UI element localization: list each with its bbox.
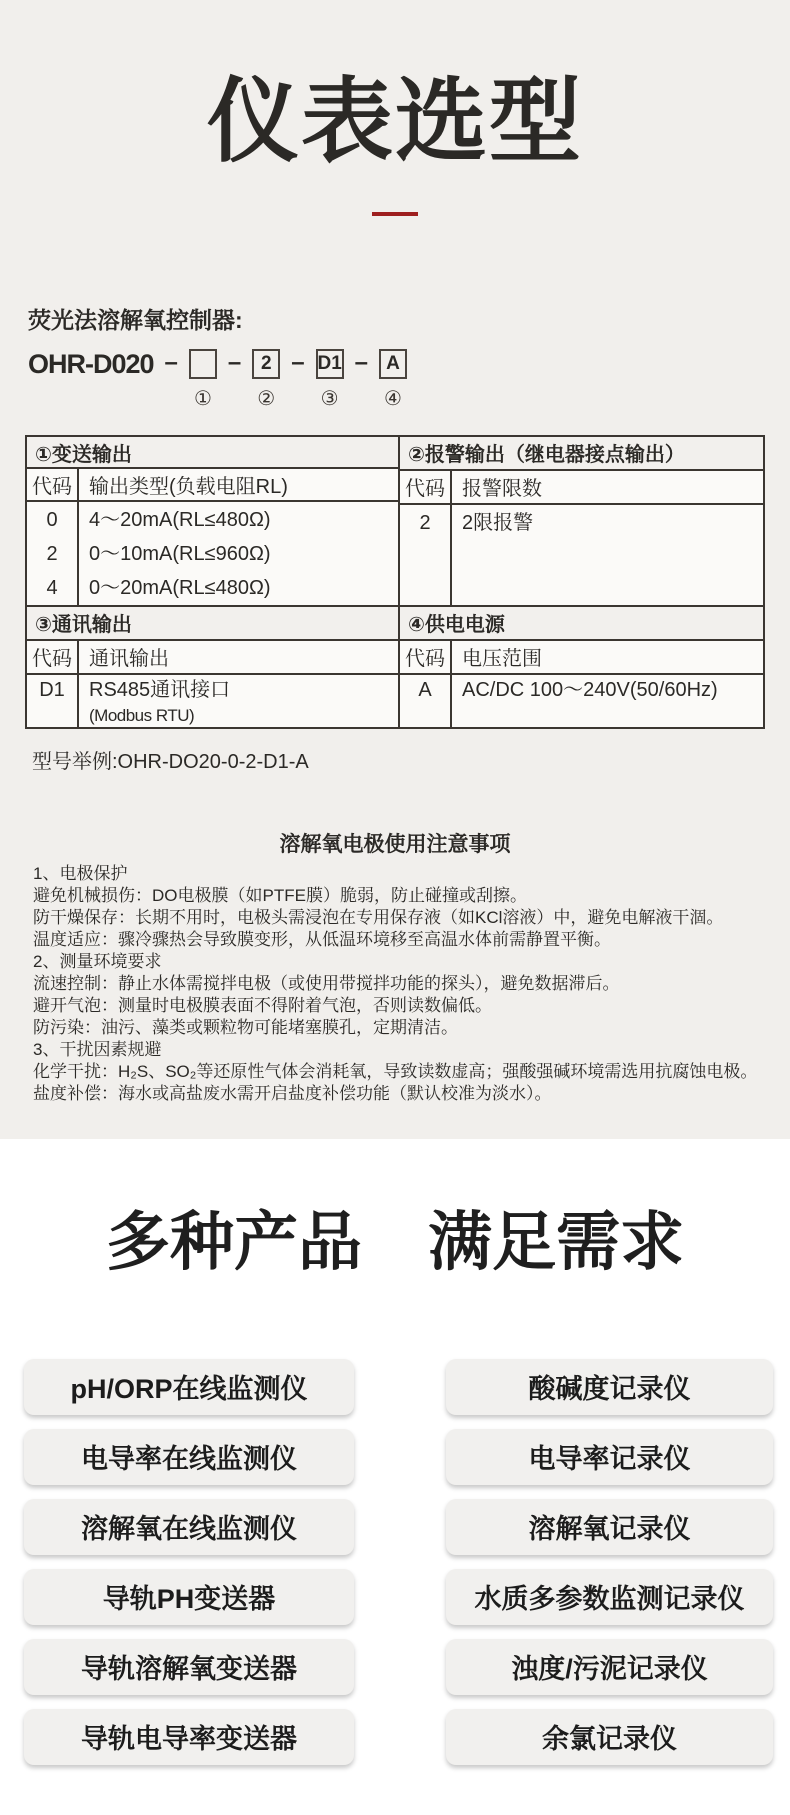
- model-prefix: OHR-D020: [28, 348, 154, 379]
- model-example: 型号举例:OHR-DO20-0-2-D1-A: [32, 750, 309, 773]
- value-header: 电压范围: [462, 648, 542, 671]
- code-header: 代码: [27, 641, 79, 673]
- note-line: 防污染：油污、藻类或颗粒物可能堵塞膜孔，定期清洁。: [33, 1017, 458, 1037]
- note-line: 流速控制：静止水体需搅拌电极（或使用带搅拌功能的探头），避免数据滞后。: [33, 973, 620, 993]
- note-line: 2、测量环境要求: [33, 951, 162, 971]
- code-cell: [400, 675, 452, 727]
- model-box-group-4: [379, 349, 407, 411]
- product-button-conductivity-monitor[interactable]: 电导率在线监测仪: [24, 1429, 354, 1485]
- page-title: 仪表选型: [206, 71, 583, 173]
- products-heading: [0, 1191, 790, 1283]
- notes-title: 溶解氧电极使用注意事项: [279, 832, 511, 856]
- column-headers: [27, 469, 398, 502]
- value-header: 输出类型(负载电阻RL): [89, 476, 288, 499]
- model-dash: –: [291, 348, 305, 376]
- section-title: ②报警输出（继电器接点输出）: [400, 437, 763, 471]
- products-section: [0, 1139, 790, 1815]
- note-line: 避免机械损伤：DO电极膜（如PTFE膜）脆弱，防止碰撞或刮擦。: [33, 885, 527, 905]
- product-button-residual-chlorine-recorder[interactable]: 余氯记录仪: [446, 1709, 773, 1765]
- model-code-line: [28, 349, 790, 411]
- section-comm-output: [27, 607, 400, 727]
- code-header: 代码: [400, 471, 452, 503]
- section-transmit-output: [27, 437, 400, 607]
- code-cell: [27, 502, 79, 605]
- code-value: 2: [419, 511, 431, 534]
- product-line-subtitle: 荧光法溶解氧控制器:: [28, 306, 243, 333]
- code-header: 代码: [400, 641, 452, 673]
- value-header: 通讯输出: [89, 648, 169, 671]
- comm-interface-value: RS485通讯接口: [89, 678, 231, 701]
- section-power-supply: [400, 607, 763, 727]
- note-line: 1、电极保护: [33, 863, 128, 883]
- product-button-rail-conductivity-transmitter[interactable]: 导轨电导率变送器: [24, 1709, 354, 1765]
- model-box-transmit: [189, 349, 217, 379]
- note-line: 3、干扰因素规避: [33, 1039, 162, 1059]
- column-headers: [27, 641, 398, 675]
- code-value: 2: [46, 542, 58, 565]
- column-headers: [400, 641, 763, 675]
- section-body: [400, 505, 763, 605]
- note-line: 化学干扰：H₂S、SO₂等还原性气体会消耗氧，导致读数虚高；强酸强碱环境需选用抗腐蚀电极。: [33, 1061, 758, 1081]
- accent-divider: [372, 212, 418, 216]
- usage-notes: [0, 828, 790, 1105]
- section-alarm-output: [400, 437, 763, 607]
- product-button-turbidity-sludge-recorder[interactable]: 浊度/污泥记录仪: [446, 1639, 773, 1695]
- note-line: 温度适应：骤冷骤热会导致膜变形，从低温环境移至高温水体前需静置平衡。: [33, 929, 611, 949]
- code-value: A: [418, 678, 432, 701]
- alarm-limit-value: 2限报警: [462, 511, 534, 534]
- output-type-value: 4～20mA(RL≤480Ω): [89, 508, 271, 531]
- model-box-group-2: [252, 349, 280, 411]
- product-button-multiparameter-recorder[interactable]: 水质多参数监测记录仪: [446, 1569, 773, 1625]
- voltage-range-value: AC/DC 100～240V(50/60Hz): [462, 678, 718, 701]
- model-box-power: A: [379, 349, 407, 379]
- output-type-value: 0～10mA(RL≤960Ω): [89, 542, 271, 565]
- note-line: 避开气泡：测量时电极膜表面不得附着气泡，否则读数偏低。: [33, 995, 492, 1015]
- model-box-alarm: 2: [252, 349, 280, 379]
- value-cell: [452, 505, 763, 605]
- model-box-index-3: ③: [320, 387, 339, 410]
- model-dash: –: [354, 348, 368, 376]
- product-button-ph-recorder[interactable]: 酸碱度记录仪: [446, 1359, 773, 1415]
- section-title: ①变送输出: [27, 437, 398, 470]
- spec-table: [25, 435, 765, 729]
- notes-body: [33, 863, 766, 1105]
- value-header: 报警限数: [462, 478, 542, 501]
- product-button-rail-do-transmitter[interactable]: 导轨溶解氧变送器: [24, 1639, 354, 1695]
- product-button-do-recorder[interactable]: 溶解氧记录仪: [446, 1499, 773, 1555]
- code-value: 0: [46, 508, 58, 531]
- code-value: D1: [39, 678, 65, 701]
- model-box-index-1: ①: [193, 387, 212, 410]
- note-line: 盐度补偿：海水或高盐废水需开启盐度补偿功能（默认校准为淡水）。: [33, 1083, 552, 1103]
- model-box-comm: D1: [316, 349, 344, 379]
- comm-protocol-value: (Modbus RTU): [89, 705, 195, 725]
- code-cell: [400, 505, 452, 605]
- output-type-value: 0～20mA(RL≤480Ω): [89, 576, 271, 599]
- section-body: [27, 502, 398, 605]
- products-column-left: [24, 1359, 354, 1765]
- section-title: ④供电电源: [400, 607, 763, 641]
- value-cell: [452, 675, 763, 727]
- products-heading-right: 满足需求: [428, 1205, 684, 1278]
- model-box-group-3: [316, 349, 344, 411]
- column-headers: [400, 471, 763, 505]
- section-title: ③通讯输出: [27, 607, 398, 641]
- model-box-index-2: ②: [257, 387, 276, 410]
- product-button-ph-orp-monitor[interactable]: pH/ORP在线监测仪: [24, 1359, 354, 1415]
- value-cell: [79, 502, 398, 605]
- products-grid: [24, 1359, 790, 1765]
- product-button-conductivity-recorder[interactable]: 电导率记录仪: [446, 1429, 773, 1485]
- value-cell: [79, 675, 398, 727]
- products-column-right: [446, 1359, 773, 1765]
- model-dash: –: [227, 348, 242, 376]
- product-button-rail-ph-transmitter[interactable]: 导轨PH变送器: [24, 1569, 354, 1625]
- model-dash: –: [164, 348, 178, 376]
- product-button-dissolved-oxygen-monitor[interactable]: 溶解氧在线监测仪: [24, 1499, 354, 1555]
- code-cell: [27, 675, 79, 727]
- section-body: [400, 675, 763, 727]
- model-box-group-1: [189, 349, 217, 411]
- model-box-index-4: ④: [384, 387, 402, 410]
- products-heading-left: 多种产品: [106, 1205, 362, 1278]
- section-body: [27, 675, 398, 727]
- note-line: 防干燥保存：长期不用时，电极头需浸泡在专用保存液（如KCl溶液）中，避免电解液干涸。: [33, 907, 724, 927]
- code-value: 4: [46, 576, 58, 599]
- code-header: 代码: [27, 469, 79, 500]
